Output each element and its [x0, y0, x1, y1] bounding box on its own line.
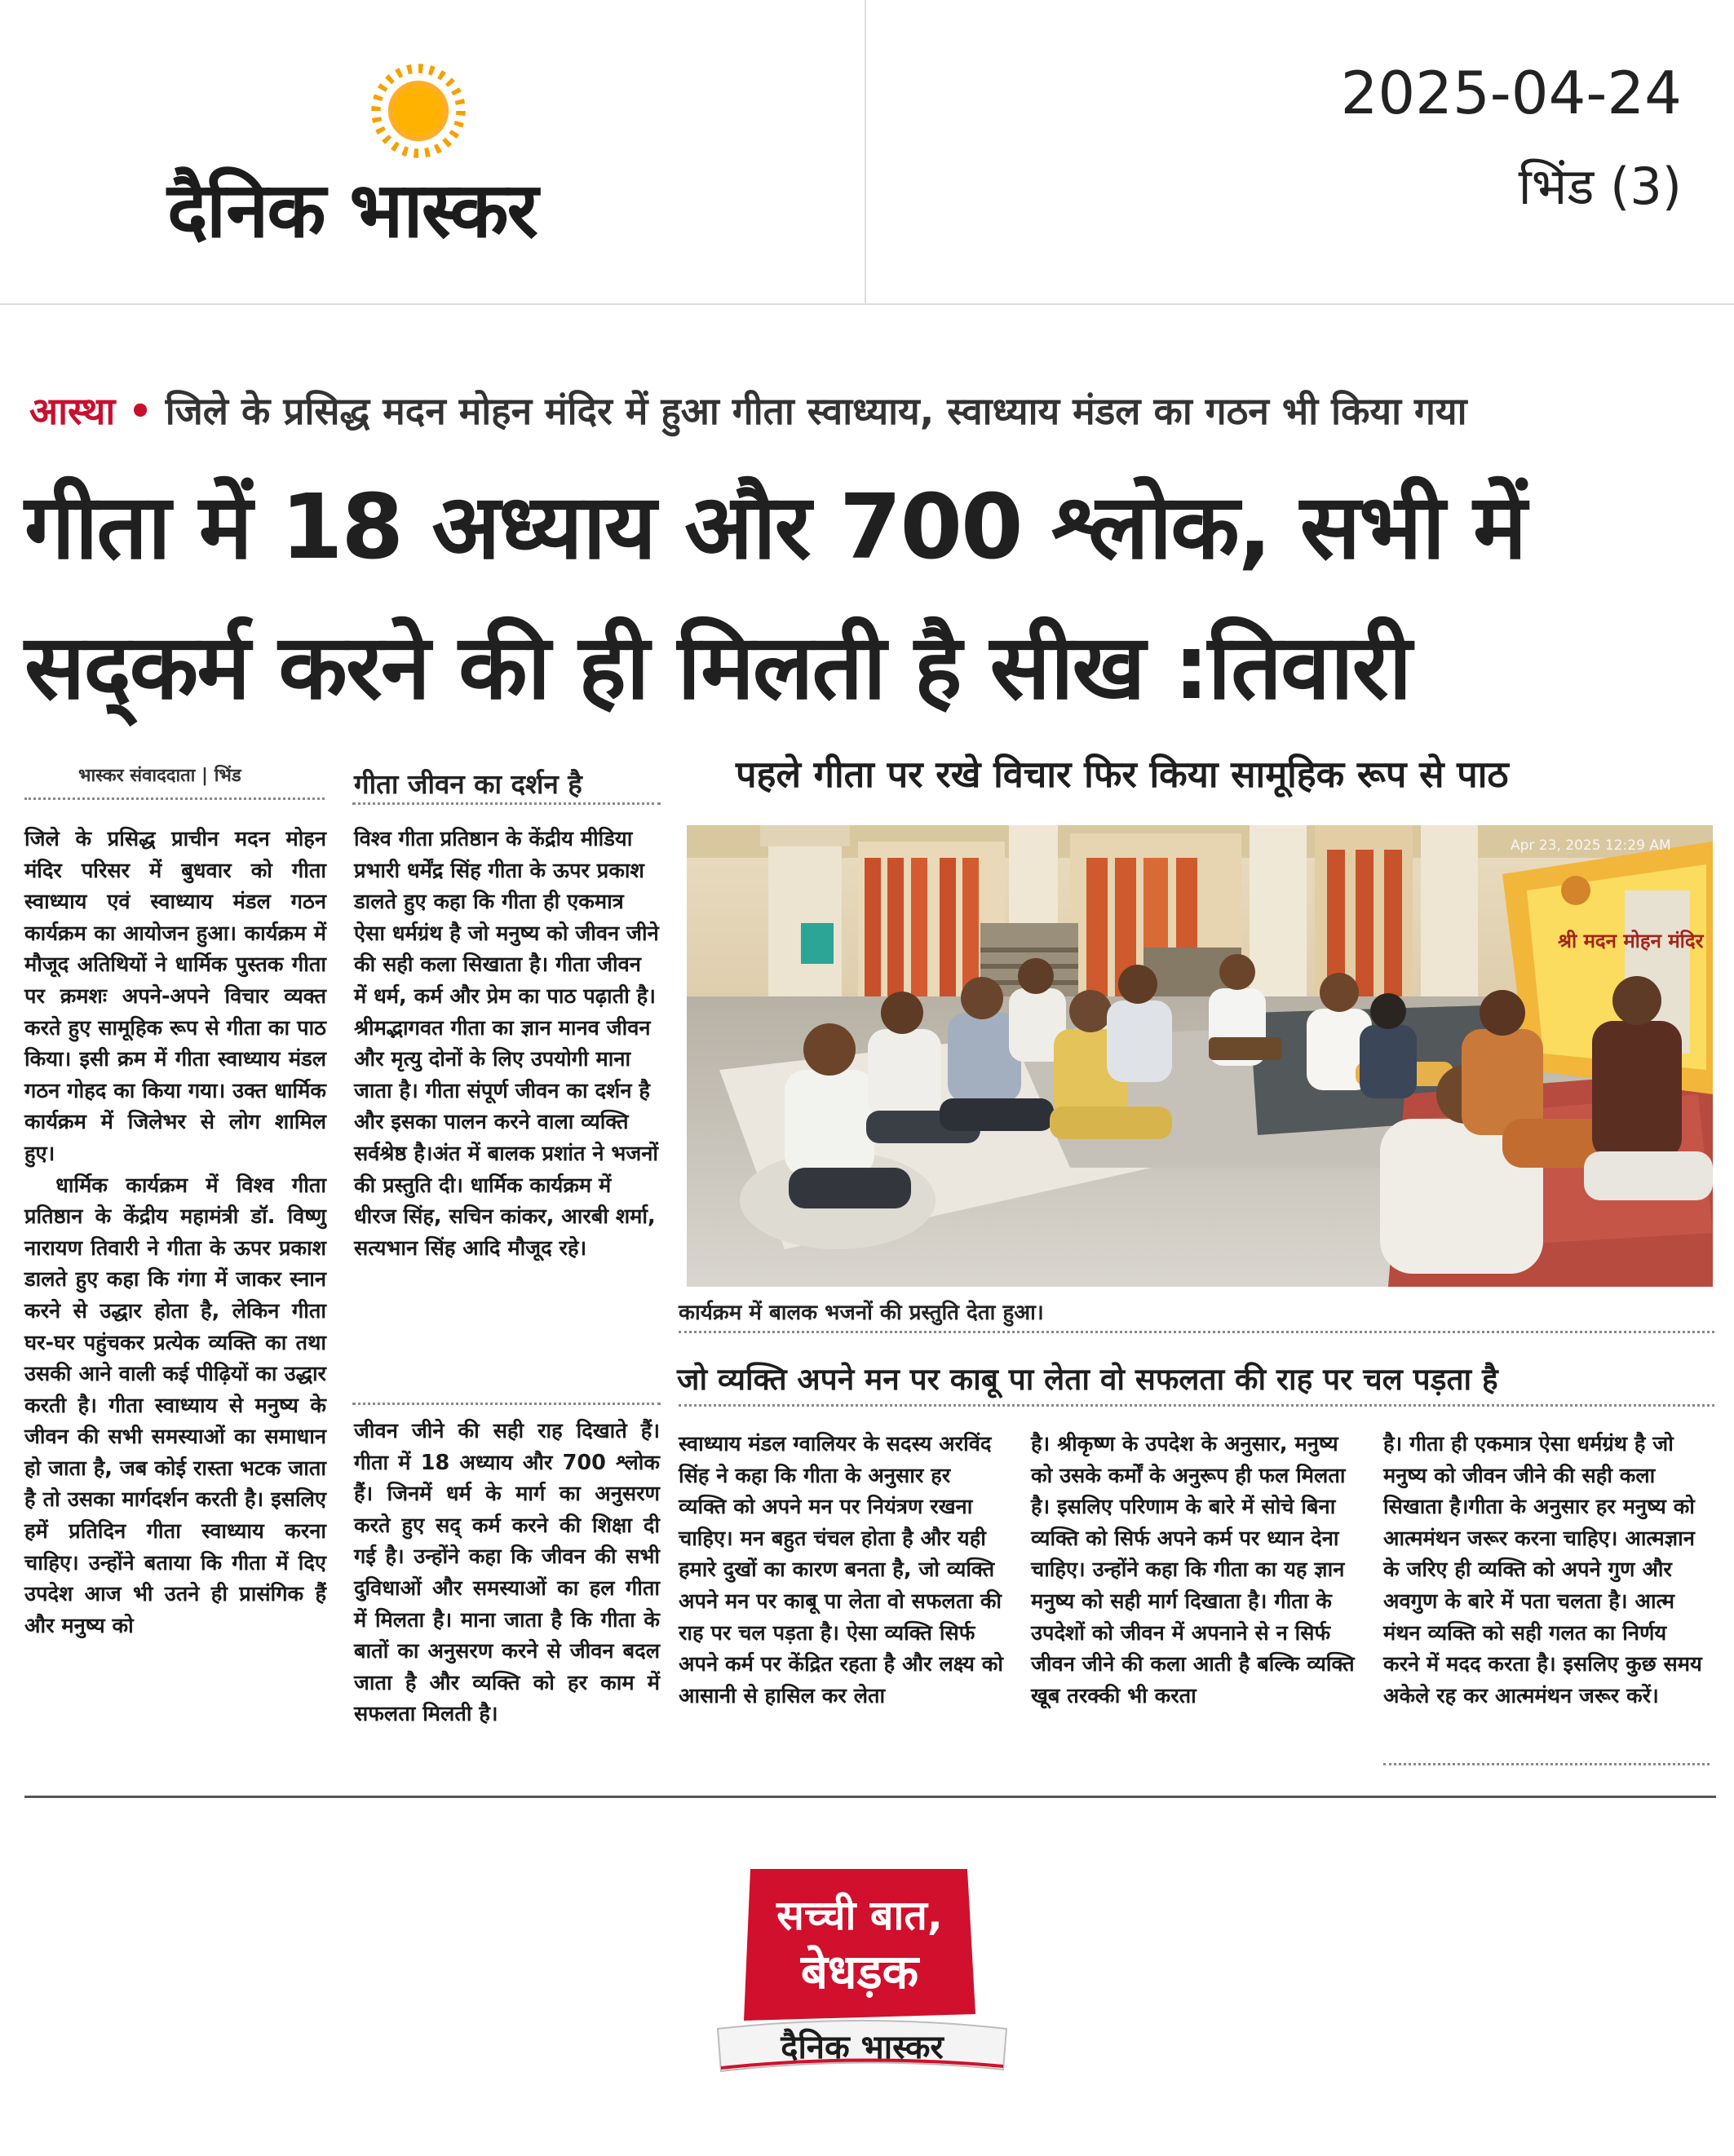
event-photo-illustration [687, 825, 1713, 1287]
column-2-bottom [354, 1416, 660, 1730]
col5-end-rule [1383, 1763, 1710, 1765]
headline-line-2: सद्कर्म करने की ही मिलती है सीख :तिवारी [24, 615, 1411, 719]
article-bottom-rule [24, 1796, 1716, 1798]
col2-paragraph-1: विश्व गीता प्रतिष्ठान के केंद्रीय मीडिया प्रभारी धर्मेंद्र सिंह गीता के ऊपर प्रकाश डालते हुए कहा कि गीता ही एकमात्र ऐसा धर्मग्रंथ है जो मनुष्य को जीवन जीने की सही कला सिखाता है। गीता जीवन में धर्म, कर्म और प्रेम का पाठ पढ़ाती है। श्रीमद्भागवत गीता का ज्ञान मानव जीवन और मृत्यु दोनों के लिए उपयोगी माना जाता है। गीता संपूर्ण जीवन का दर्शन है और इसका पालन करने वाला व्यक्ति सर्वश्रेष्ठ है।अंत में बालक प्रशांत ने भजनों की प्रस्तुति दी। धार्मिक कार्यक्रम में धीरज सिंह, सचिन कांकर, आरबी शर्मा, सत्यभान सिंह आदि मौजूद रहे। [354, 827, 659, 1261]
column-1 [24, 824, 326, 1641]
lower-subhead-rule [679, 1404, 1714, 1407]
column-2-top [354, 824, 660, 1264]
edition-name: भिंड (3) [1518, 157, 1682, 216]
slogan-line-1: सच्ची बात, [776, 1892, 943, 1939]
dainik-bhaskar-logo [167, 65, 681, 253]
slogan-line-2: बेधड़क [800, 1944, 919, 1999]
column-3 [679, 1429, 1005, 1712]
sun-icon [378, 70, 459, 152]
footer-logo-text: दैनिक भास्कर [781, 2029, 944, 2066]
event-photo [687, 825, 1713, 1287]
kicker-bullet: • [128, 389, 153, 433]
byline: भास्कर संवाददाता | भिंड [78, 766, 241, 786]
caption-rule [679, 1331, 1714, 1333]
logo-text: दैनिक भास्कर [167, 166, 537, 255]
photo-timestamp: Apr 23, 2025 12:29 AM [1511, 837, 1671, 854]
col1-paragraph-2: धार्मिक कार्यक्रम में विश्व गीता प्रतिष्ठान के केंद्रीय महामंत्री डॉ. विष्णु नारायण तिवारी ने गीता के ऊपर प्रकाश डालते हुए कहा कि गंगा में जाकर स्नान करने से उद्धार होता है, लेकिन गीता घर-घर पहुंचकर प्रत्येक व्यक्ति का तथा उसकी आने वाली कई पीढ़ियों का उद्धार करती है। गीता स्वाध्याय से मनुष्य के जीवन की सभी समस्याओं का समाधान हो जाता है, जब कोई रास्ता भटक जाता है तो उसका मार्गदर्शन करती है। इसलिए हमें प्रतिदिन गीता स्वाध्याय करना चाहिए। उन्होंने बताया कि गीता में दिए उपदेश आज भी उतने ही प्रासंगिक हैं और मनुष्य को [24, 1173, 326, 1638]
kicker-label: आस्था [29, 389, 116, 433]
byline-rule [24, 797, 325, 800]
photo-subhead: पहले गीता पर रखे विचार फिर किया सामूहिक रूप से पाठ [736, 753, 1509, 796]
col1-paragraph-1: जिले के प्रसिद्ध प्राचीन मदन मोहन मंदिर परिसर में बुधवार को गीता स्वाध्याय एवं स्वाध्याय मंडल गठन कार्यक्रम का आयोजन हुआ। कार्यक्रम में मौजूद अतिथियों ने धार्मिक पुस्तक गीता पर क्रमशः अपने-अपने विचार व्यक्त करते हुए सामूहिक रूप से गीता का पाठ किया। इसी क्रम में गीता स्वाध्याय मंडल गठन गोहद का किया गया। उक्त धार्मिक कार्यक्रम में जिलेभर से लोग शामिल हुए। [24, 827, 326, 1166]
page-header [0, 0, 1734, 305]
header-divider [865, 0, 866, 303]
kicker [29, 385, 1467, 435]
edition-date: 2025-04-24 [1340, 59, 1682, 127]
col2-subhead-rule [352, 802, 661, 805]
banner-text: श्री मदन मोहन मंदिर [1558, 930, 1704, 952]
col4-paragraph: है। श्रीकृष्ण के उपदेश के अनुसार, मनुष्य को उसके कर्मों के अनुरूप ही फल मिलता है। इसलिए परिणाम के बारे में सोचे बिना व्यक्ति को सिर्फ अपने कर्म पर ध्यान देना चाहिए। उन्होंने कहा कि गीता का यह ज्ञान मनुष्य को सही मार्ग दिखाता है। गीता के उपदेशों को जीवन में अपनाने से न सिर्फ जीवन जीने की कला आती है बल्कि व्यक्ति खूब तरक्की भी करता [1031, 1432, 1355, 1708]
headline [24, 457, 1721, 737]
col3-paragraph: स्वाध्याय मंडल ग्वालियर के सदस्य अरविंद सिंह ने कहा कि गीता के अनुसार हर व्यक्ति को अपने मन पर नियंत्रण रखना चाहिए। मन बहुत चंचल होता है और यही हमारे दुखों का कारण बनता है, जो व्यक्ति अपने मन पर काबू पा लेता वो सफलता की राह पर चल पड़ता है। ऐसा व्यक्ति सिर्फ अपने कर्म पर केंद्रित रहता है और लक्ष्य को आसानी से हासिल कर लेता [679, 1432, 1003, 1708]
kicker-text: जिले के प्रसिद्ध मदन मोहन मंदिर में हुआ गीता स्वाध्याय, स्वाध्याय मंडल का गठन भी किया गया [165, 389, 1467, 433]
column-5 [1383, 1429, 1710, 1712]
headline-line-1: गीता में 18 अध्याय और 700 श्लोक, सभी में [24, 475, 1526, 579]
col5-paragraph: है। गीता ही एकमात्र ऐसा धर्मग्रंथ है जो मनुष्य को जीवन जीने की सही कला सिखाता है।गीता के अनुसार हर मनुष्य को आत्ममंथन जरूर करना चाहिए। आत्मज्ञान के जरिए ही व्यक्ति को अपने गुण और अवगुण के बारे में पता चलता है। आत्म मंथन व्यक्ति को सही गलत का निर्णय करने में मदद करता है। इसलिए कुछ समय अकेले रह कर आत्ममंथन जरूर करें। [1383, 1432, 1702, 1708]
col2-subhead: गीता जीवन का दर्शन है [354, 768, 582, 800]
slogan-graphic [713, 1866, 1011, 2084]
footer-slogan [713, 1866, 1011, 2084]
column-4 [1031, 1429, 1357, 1712]
col2-paragraph-2: जीवन जीने की सही राह दिखाते हैं। गीता में 18 अध्याय और 700 श्लोक हैं। जिनमें धर्म के मार्ग का अनुसरण करते हुए सद् कर्म करने की शिक्षा दी गई है। उन्होंने कहा कि जीवन की सभी दुविधाओं और समस्याओं का हल गीता में मिलता है। माना जाता है कि गीता के बातों का अनुसरण करने से जीवन बदल जाता है और व्यक्ति को हर काम में सफलता मिलती है। [354, 1419, 660, 1727]
photo-caption: कार्यक्रम में बालक भजनों की प्रस्तुति देता हुआ। [679, 1301, 1044, 1325]
col2-mid-rule [352, 1403, 661, 1405]
lower-subhead: जो व्यक्ति अपने मन पर काबू पा लेता वो सफलता की राह पर चल पड़ता है [677, 1362, 1498, 1397]
